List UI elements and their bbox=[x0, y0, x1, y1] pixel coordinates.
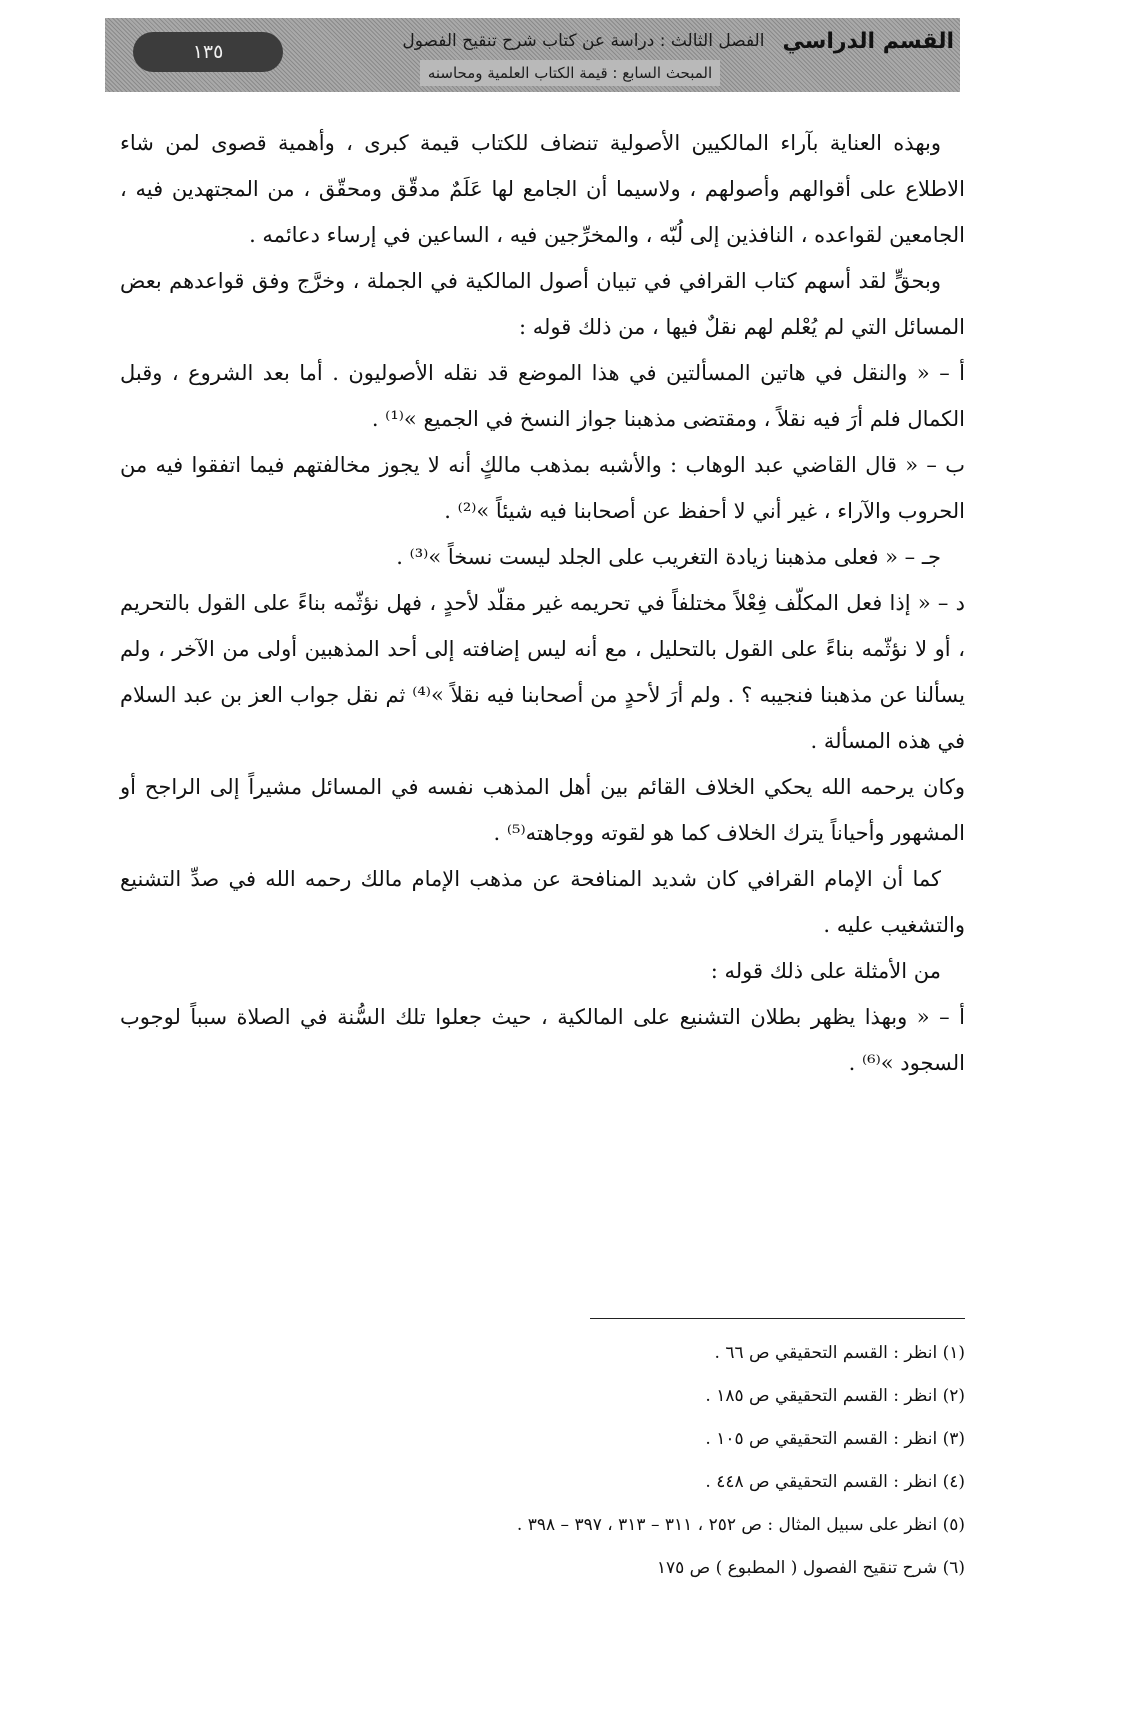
page-number: ١٣٥ bbox=[133, 32, 283, 72]
footnote-2: (٢) انظر : القسم التحقيقي ص ١٨٥ . bbox=[705, 1386, 965, 1406]
footnote-5: (٥) انظر على سبيل المثال : ص ٢٥٢ ، ٣١١ – ٣١٣ ، ٣٩٧ – ٣٩٨ . bbox=[516, 1515, 965, 1535]
quote-a-second: أ – « وبهذا يظهر بطلان التشنيع على المالكية ، حيث جعلوا تلك السُّنة في الصلاة سبباً لوجوب السجود »⁽⁶⁾ . bbox=[120, 1005, 965, 1075]
header-subsection-title: المبحث السابع : قيمة الكتاب العلمية ومحاسنه bbox=[420, 60, 720, 86]
footnote-6: (٦) شرح تنقيح الفصول ( المطبوع ) ص ١٧٥ bbox=[656, 1558, 965, 1578]
quote-c: جـ – « فعلى مذهبنا زيادة التغريب على الجلد ليست نسخاً »⁽³⁾ . bbox=[396, 545, 941, 569]
footnote-3: (٣) انظر : القسم التحقيقي ص ١٠٥ . bbox=[705, 1429, 965, 1449]
running-header bbox=[105, 18, 960, 92]
paragraph-defense: كما أن الإمام القرافي كان شديد المنافحة عن مذهب الإمام مالك رحمه الله في صدِّ التشنيع والتشغيب عليه . bbox=[120, 867, 965, 937]
footnote-4: (٤) انظر : القسم التحقيقي ص ٤٤٨ . bbox=[705, 1472, 965, 1492]
paragraph-importance: وبهذه العناية بآراء المالكيين الأصولية تنضاف للكتاب قيمة كبرى ، وأهمية قصوى لمن شاء الاطلاع على أقوالهم وأصولهم ، ولاسيما أن الجامع لها عَلَمٌ مدقّق ومحقّق ، من المجتهدين فيه ، الجامعين لقواعده ، النافذين إلى لُبّه ، والمخرِّجين فيه ، الساعين في إرساء دعائمه . bbox=[120, 131, 965, 247]
paragraph-examples-intro: من الأمثلة على ذلك قوله : bbox=[710, 959, 941, 983]
quote-b: ب – « قال القاضي عبد الوهاب : والأشبه بمذهب مالكٍ أنه لا يجوز مخالفتهم فيما اتفقوا فيه من الحروب والآراء ، غير أني لا أحفظ عن أصحابنا فيه شيئاً »⁽²⁾ . bbox=[120, 453, 965, 523]
footnote-separator bbox=[590, 1318, 965, 1319]
header-title-line bbox=[254, 26, 954, 56]
quote-d: د – « إذا فعل المكلّف فِعْلاً مختلفاً في تحريمه غير مقلّد لأحدٍ ، فهل نؤثّمه بناءً على القول بالتحريم ، أو لا نؤثّمه بناءً على القول بالتحليل ، مع أنه ليس إضافته إلى أحد المذهبين أولى من الآخر ، ولم يسألنا عن مذهبنا فنجيبه ؟ . ولم أرَ لأحدٍ من أصحابنا فيه نقلاً »⁽⁴⁾ ثم نقل جواب العز بن عبد السلام في هذه المسألة . bbox=[120, 591, 965, 753]
header-section-title: القسم الدراسي bbox=[782, 28, 954, 54]
main-text bbox=[120, 120, 965, 1086]
quote-a: أ – « والنقل في هاتين المسألتين في هذا الموضع قد نقله الأصوليون . أما بعد الشروع ، وقبل الكمال فلم أرَ فيه نقلاً ، ومقتضى مذهبنا جواز النسخ في الجميع »⁽¹⁾ . bbox=[120, 361, 965, 431]
footnotes bbox=[380, 1332, 965, 1590]
header-chapter-title: الفصل الثالث : دراسة عن كتاب شرح تنقيح الفصول bbox=[402, 31, 765, 51]
paragraph-disagreement: وكان يرحمه الله يحكي الخلاف القائم بين أهل المذهب نفسه في المسائل مشيراً إلى الراجح أو المشهور وأحياناً يترك الخلاف كما هو لقوته ووجاهته⁽⁵⁾ . bbox=[120, 775, 965, 845]
footnote-1: (١) انظر : القسم التحقيقي ص ٦٦ . bbox=[714, 1343, 965, 1363]
paragraph-contribution: وبحقٍّ لقد أسهم كتاب القرافي في تبيان أصول المالكية في الجملة ، وخرَّج وفق قواعدهم بعض المسائل التي لم يُعْلم لهم نقلٌ فيها ، من ذلك قوله : bbox=[120, 269, 965, 339]
